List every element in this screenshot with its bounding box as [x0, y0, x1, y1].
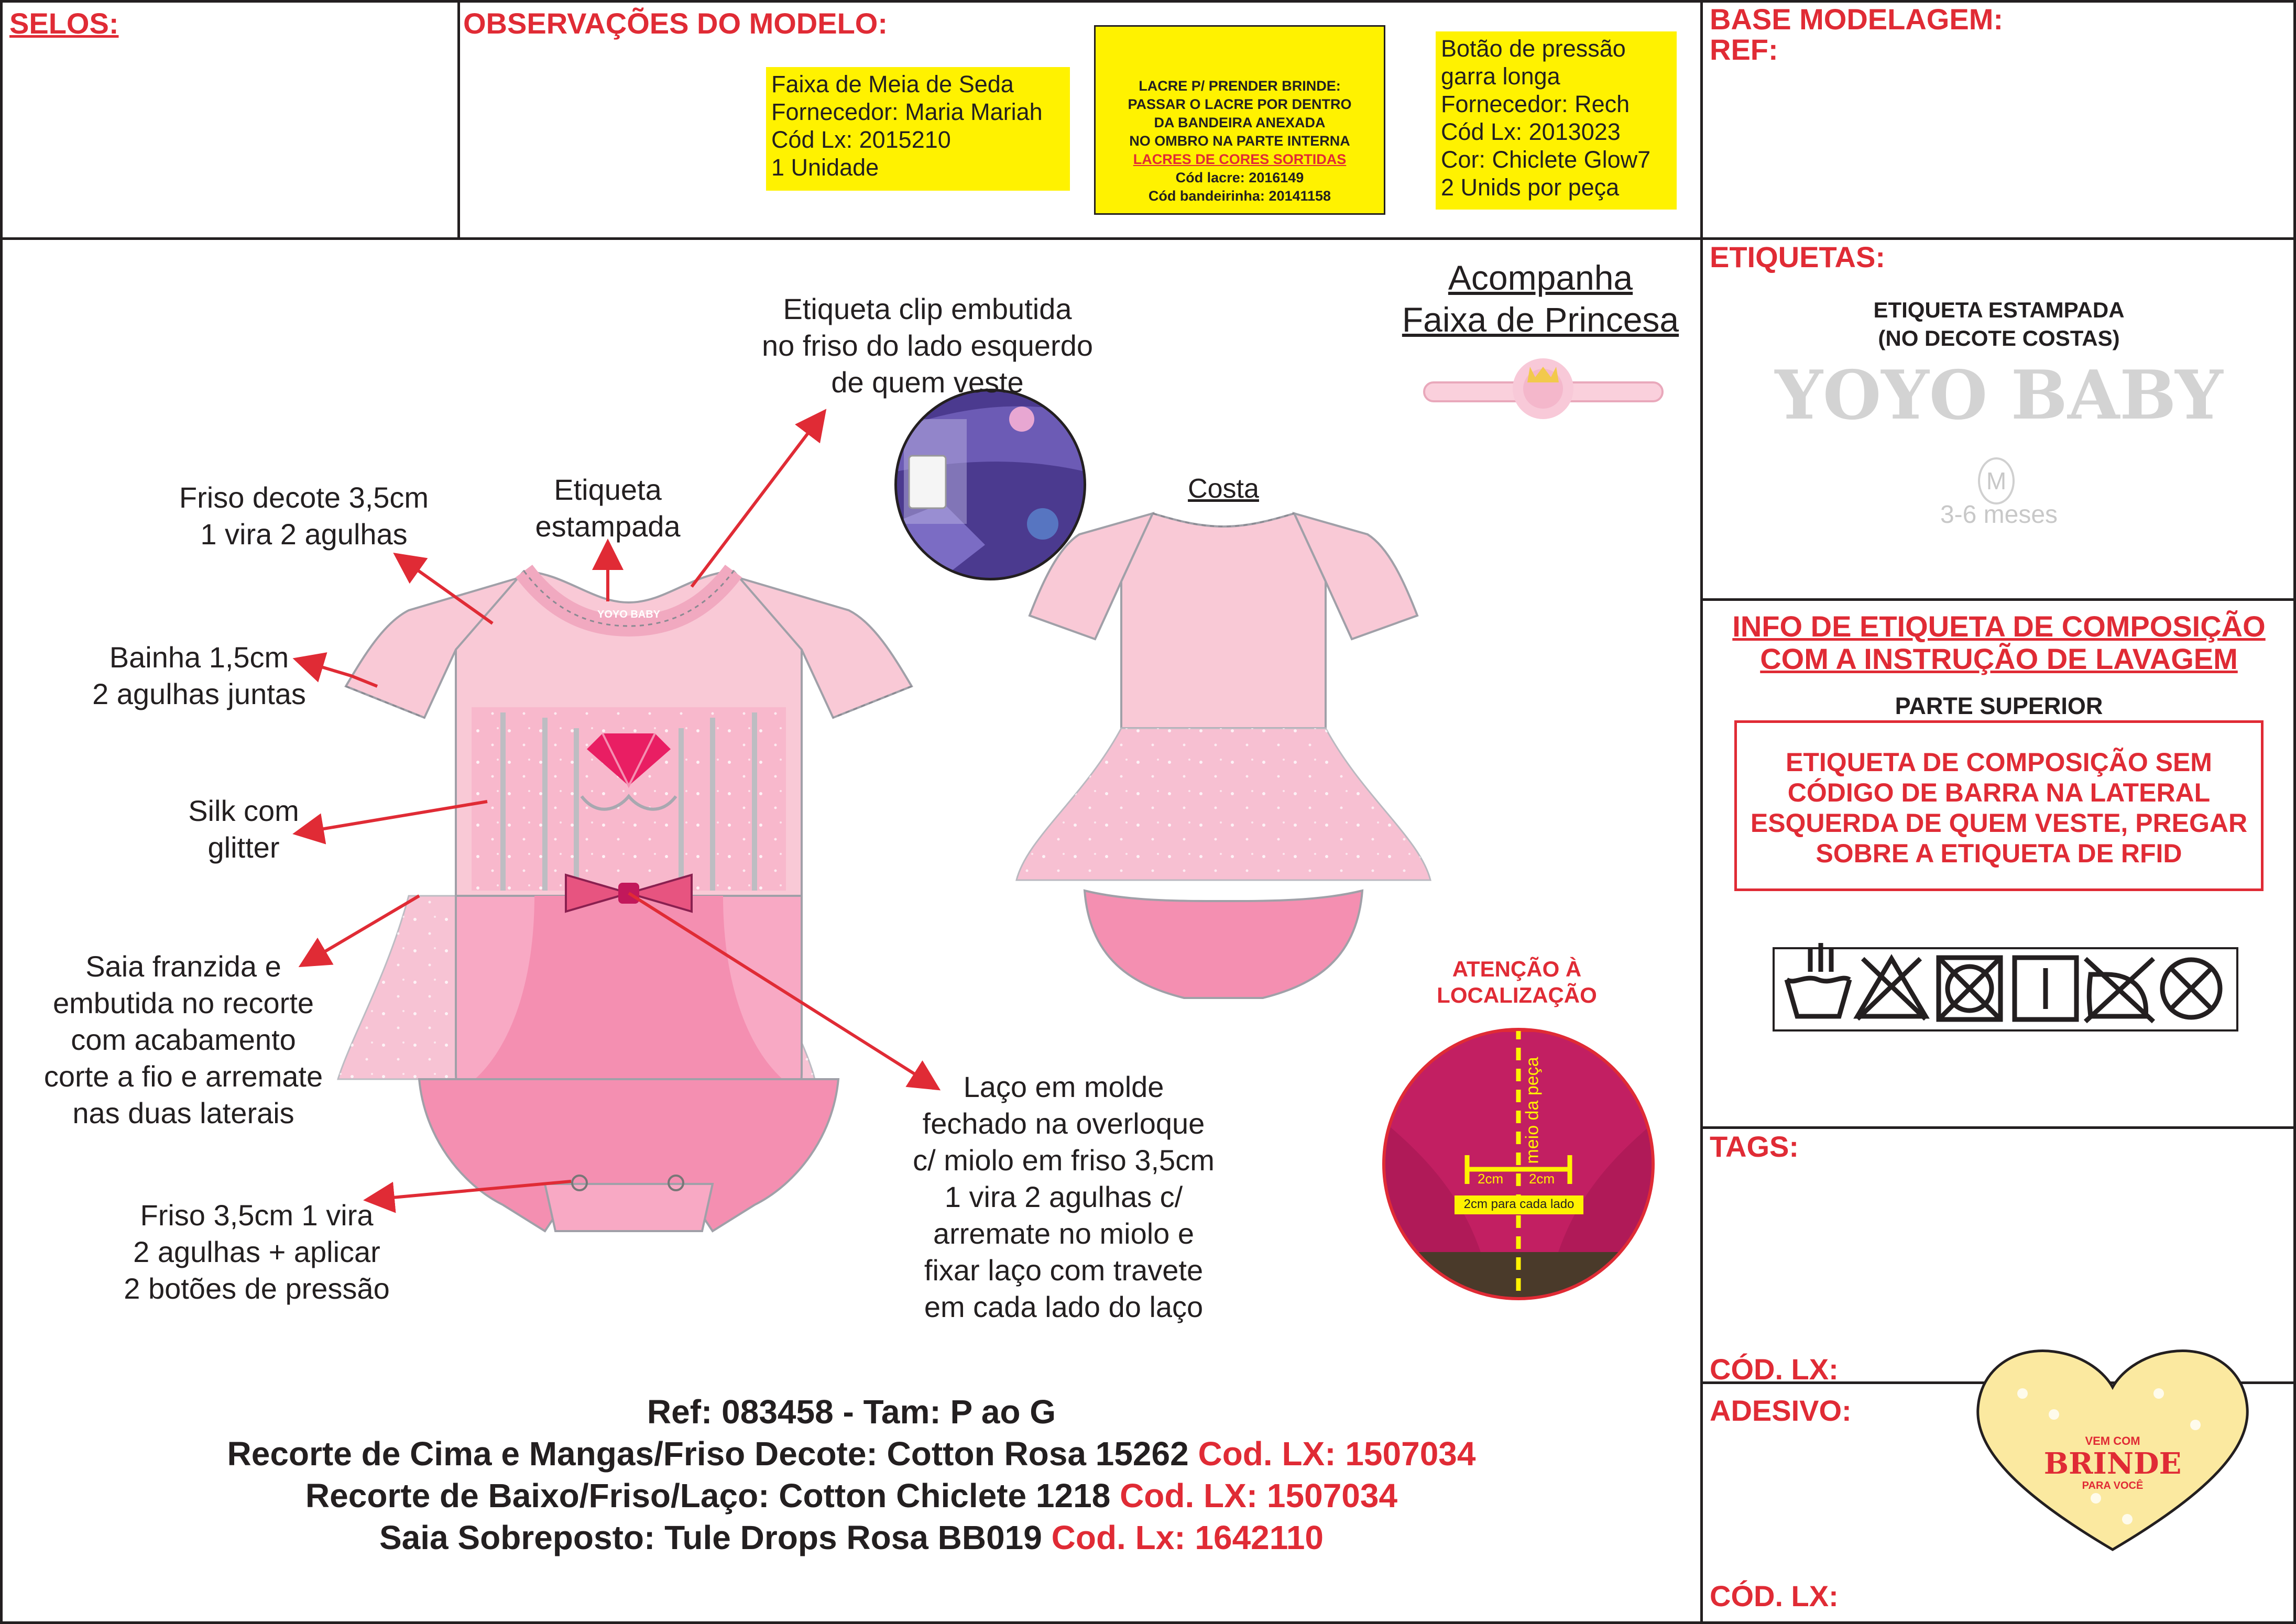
size-range: 3-6 meses — [1940, 501, 2058, 529]
atencao-line: LOCALIZAÇÃO — [1437, 983, 1597, 1007]
etiqueta-line: ETIQUETA ESTAMPADA — [1873, 298, 2125, 322]
selos-title: SELOS: — [9, 7, 119, 40]
lacre-line: PASSAR O LACRE POR DENTRO — [1128, 96, 1352, 112]
spec-line-2 — [0, 1433, 1703, 1475]
callout-silk — [139, 793, 348, 866]
faixa-line: Cód Lx: 2015210 — [771, 126, 951, 153]
callout-line: 2 botões de pressão — [124, 1272, 390, 1305]
adesivo-line: VEM COM — [2085, 1434, 2140, 1447]
dist-left-label: 2cm — [1478, 1171, 1504, 1187]
callout-line: 2 agulhas juntas — [92, 677, 306, 710]
composicao-line: ESQUERDA DE QUEM VESTE, PREGAR — [1750, 808, 2248, 838]
etiqueta-estampada-text — [1703, 296, 2295, 353]
callout-laco — [870, 1069, 1258, 1325]
care-icons — [1774, 943, 2237, 1030]
spec-line-3-code: Cod. LX: 1507034 — [1120, 1477, 1398, 1515]
adesivo-line: BRINDE — [2043, 1446, 2182, 1481]
callout-line: c/ miolo em friso 3,5cm — [913, 1144, 1215, 1177]
callout-line: glitter — [207, 831, 280, 864]
botao-line: Cód Lx: 2013023 — [1441, 118, 1621, 145]
callout-line: com acabamento — [71, 1023, 296, 1056]
spec-line-2-text: Recorte de Cima e Mangas/Friso Decote: Cotton Rosa 15262 — [227, 1435, 1189, 1473]
adesivo-text — [2022, 1434, 2203, 1492]
dist-note-label: 2cm para cada lado — [1463, 1197, 1575, 1211]
lacre-line: DA BANDEIRA ANEXADA — [1154, 115, 1326, 130]
composicao-line: SOBRE A ETIQUETA DE RFID — [1816, 839, 2182, 868]
callout-line: nas duas laterais — [72, 1096, 294, 1129]
tags-title: TAGS: — [1710, 1130, 1799, 1163]
callout-line: fixar laço com travete — [924, 1254, 1204, 1287]
callout-line: Laço em molde — [963, 1070, 1164, 1103]
headband — [1424, 358, 1663, 419]
callout-saia — [10, 948, 356, 1132]
no-tumble-dry-icon — [1939, 958, 2000, 1019]
atencao-line: ATENÇÃO À — [1452, 957, 1582, 981]
etiqueta-line: (NO DECOTE COSTAS) — [1878, 326, 2120, 350]
callout-line: Friso 3,5cm 1 vira — [140, 1199, 374, 1232]
adesivo-title: ADESIVO: — [1710, 1394, 1852, 1427]
cod-lx-tags: CÓD. LX: — [1710, 1353, 1839, 1386]
garment-label: YOYO BABY — [597, 609, 661, 620]
ref-title: REF: — [1710, 33, 1778, 66]
adesivo-line: PARA VOCÊ — [2082, 1480, 2144, 1491]
lacre-code: Cód lacre: 2016149 — [1175, 170, 1304, 185]
callout-line: Etiqueta clip embutida — [783, 292, 1072, 325]
callout-etiqueta-estampada — [503, 471, 713, 545]
lacre-highlight: LACRES DE CORES SORTIDAS — [1133, 151, 1347, 167]
spec-ref: Ref: 083458 - Tam: P ao G — [647, 1393, 1056, 1431]
callout-line: fechado na overloque — [922, 1107, 1205, 1140]
size-letter: M — [1986, 467, 2007, 495]
spec-line-3-text: Recorte de Baixo/Friso/Laço: Cotton Chiclete 1218 — [305, 1477, 1111, 1515]
composicao-line: ETIQUETA DE COMPOSIÇÃO SEM — [1786, 748, 2212, 777]
callout-line: de quem veste — [831, 366, 1024, 399]
botao-line: Cor: Chiclete Glow7 — [1441, 146, 1651, 173]
composicao-box — [1734, 720, 2264, 891]
callout-line: Etiqueta — [554, 473, 662, 506]
lacre-line: LACRE P/ PRENDER BRINDE: — [1139, 78, 1341, 94]
faixa-line: 1 Unidade — [771, 154, 879, 181]
callout-line: Acompanha — [1448, 258, 1633, 297]
size-badge — [1978, 457, 2015, 504]
lacre-code: Cód bandeirinha: 20141158 — [1148, 188, 1331, 204]
callout-line: 1 vira 2 agulhas c/ — [944, 1180, 1183, 1213]
placement-detail — [1383, 1027, 1656, 1304]
callout-line: Silk com — [188, 794, 299, 827]
meio-peca-label: meio da peça — [1522, 1057, 1543, 1164]
callout-line: embutida no recorte — [52, 986, 314, 1019]
costa-label: Costa — [1188, 474, 1259, 504]
botao-line: Botão de pressão — [1441, 35, 1626, 62]
cod-lx-adesivo: CÓD. LX: — [1710, 1579, 1839, 1612]
callout-line: 2 agulhas + aplicar — [133, 1235, 380, 1268]
botao-line: Fornecedor: Rech — [1441, 91, 1630, 117]
callout-friso-base — [73, 1197, 440, 1307]
botao-line: 2 Unids por peça — [1441, 174, 1620, 201]
spec-line-3 — [0, 1475, 1703, 1517]
front-bodysuit — [338, 571, 912, 1231]
callout-line: estampada — [535, 510, 681, 543]
parte-superior: PARTE SUPERIOR — [1895, 693, 2103, 719]
lacre-line: NO OMBRO NA PARTE INTERNA — [1129, 133, 1350, 149]
callout-line: no friso do lado esquerdo — [762, 329, 1093, 362]
callout-line: Bainha 1,5cm — [109, 641, 289, 674]
spec-line-4-code: Cod. Lx: 1642110 — [1051, 1519, 1324, 1556]
base-modelagem-title: BASE MODELAGEM: — [1710, 3, 2003, 36]
composicao-line: CÓDIGO DE BARRA NA LATERAL — [1787, 778, 2211, 807]
callout-line: em cada lado do laço — [924, 1290, 1204, 1323]
callout-line: corte a fio e arremate — [43, 1060, 323, 1093]
callout-clip — [728, 291, 1127, 401]
dist-right-label: 2cm — [1529, 1171, 1555, 1187]
callout-acompanha — [1373, 257, 1708, 341]
callout-line: 1 vira 2 agulhas — [200, 518, 408, 551]
composicao-title-line: INFO DE ETIQUETA DE COMPOSIÇÃO — [1732, 610, 2266, 643]
faixa-line: Faixa de Meia de Seda — [771, 71, 1014, 97]
spec-line-4 — [0, 1517, 1703, 1559]
composicao-title — [1703, 610, 2295, 675]
callout-bainha — [42, 639, 356, 712]
observacoes-title: OBSERVAÇÕES DO MODELO: — [463, 7, 888, 40]
back-bodysuit — [1016, 513, 1430, 998]
callout-line: Saia franzida e — [85, 950, 281, 983]
spec-line-2-code: Cod. LX: 1507034 — [1198, 1435, 1476, 1473]
brand-logo: YOYO BABY — [1775, 356, 2223, 435]
callout-line: arremate no miolo e — [933, 1217, 1194, 1250]
callout-friso-decote — [136, 479, 472, 553]
callout-line: Friso decote 3,5cm — [179, 481, 429, 514]
atencao-label — [1386, 956, 1648, 1008]
etiquetas-title: ETIQUETAS: — [1710, 240, 1885, 273]
faixa-line: Fornecedor: Maria Mariah — [771, 98, 1043, 125]
composicao-title-line: COM A INSTRUÇÃO DE LAVAGEM — [1760, 642, 2238, 675]
spec-line-4-text: Saia Sobreposto: Tule Drops Rosa BB019 — [379, 1519, 1042, 1556]
botao-line: garra longa — [1441, 63, 1560, 90]
callout-line: Faixa de Princesa — [1402, 300, 1679, 339]
